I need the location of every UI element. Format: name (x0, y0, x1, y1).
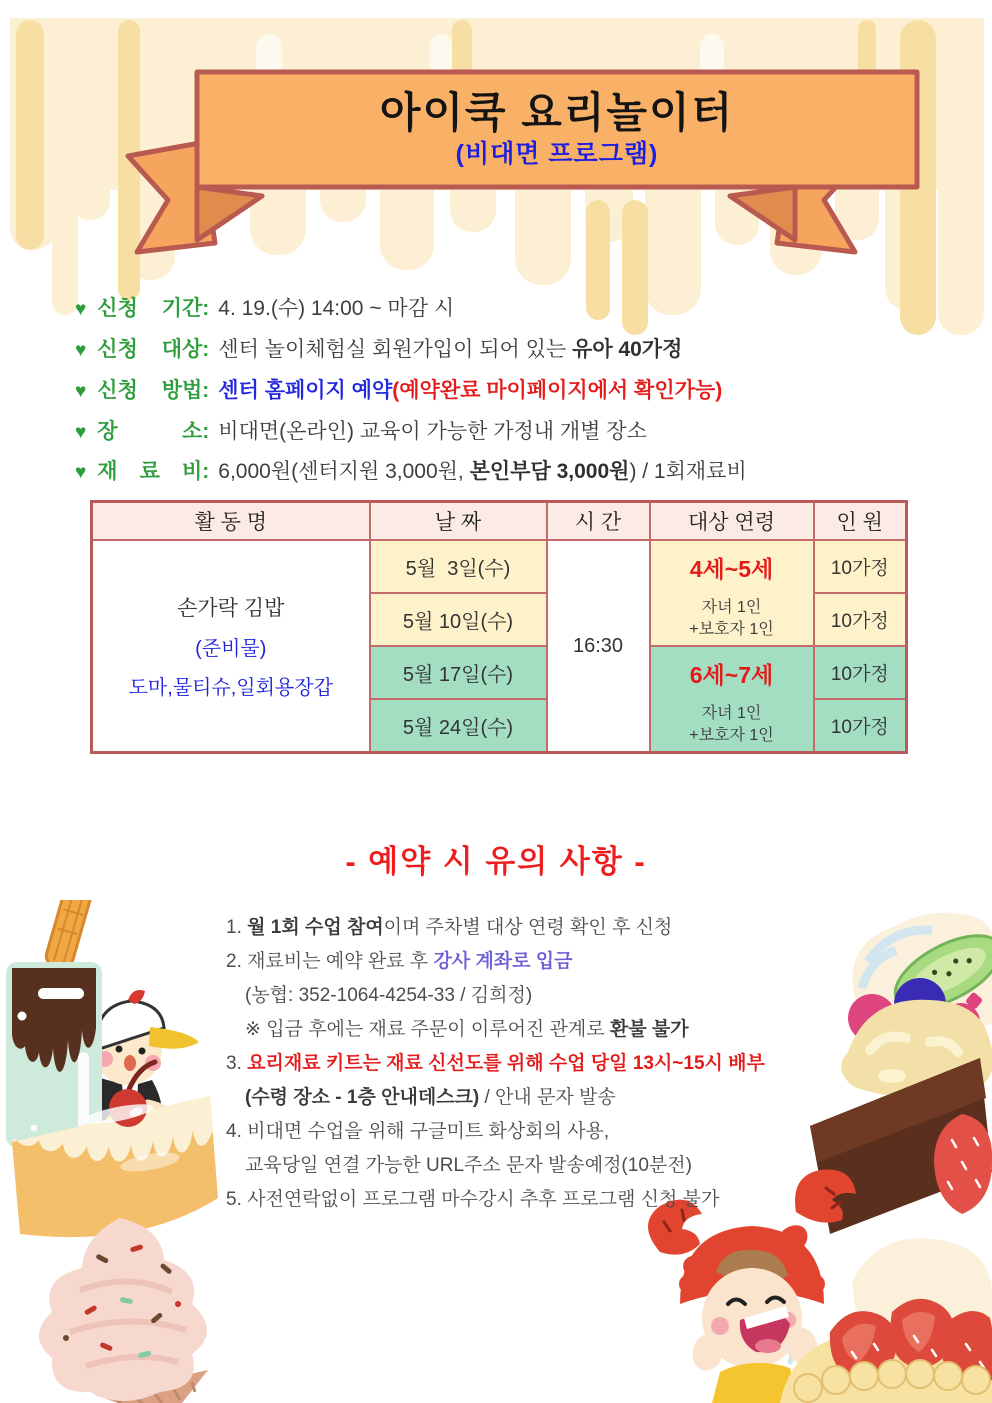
note-line-4: ※ 입금 후에는 재료 주문이 이루어진 관계로 환불 불가 (245, 1019, 689, 1040)
note-line-8: 교육당일 연결 가능한 URL주소 문자 발송예정(10분전) (245, 1155, 692, 1176)
heart-bullet-icon: ♥ (75, 340, 87, 361)
date-cell: 5월 10일(수) (370, 593, 547, 646)
age-range: 4세~5세 (689, 555, 774, 582)
count-cell: 10가정 (814, 699, 907, 753)
info-row-target (75, 333, 682, 363)
activity-prep-label: (준비물) (195, 638, 267, 660)
info-value: 센터 홈페이지 예약(예약완료 마이페이지에서 확인가능) (218, 379, 723, 402)
note-line-5: 3. 요리재료 키트는 재료 신선도를 위해 수업 당일 13시~15시 배부 (226, 1053, 765, 1074)
heart-bullet-icon: ♥ (75, 381, 87, 402)
count-cell: 10가정 (814, 540, 907, 593)
poster-subtitle: (비대면 프로그램) (455, 140, 659, 168)
count-cell: 10가정 (814, 593, 907, 646)
date-cell: 5월 3일(수) (370, 540, 547, 593)
activity-name: 손가락 김밥 (177, 597, 285, 620)
table-header-row (92, 502, 907, 541)
info-row-place (75, 415, 647, 445)
note-line-2: 2. 재료비는 예약 완료 후 강사 계좌로 입금 (226, 951, 573, 972)
info-value: 4. 19.(수) 14:00 ~ 마감 시 (218, 297, 455, 320)
activity-cell (92, 540, 370, 753)
table-row (92, 540, 907, 593)
info-label: 재 료 비: (97, 460, 210, 483)
schedule-table (90, 500, 908, 754)
poster-title: 아이쿡 요리놀이터 (379, 89, 735, 136)
reference-mark: ※ (245, 1019, 261, 1040)
age-detail: 자녀 1인 +보호자 1인 (689, 599, 774, 638)
chocolate-drink-illustration (6, 900, 102, 1148)
age-group-cell (650, 646, 814, 753)
age-detail: 자녀 1인 +보호자 1인 (689, 705, 774, 744)
notice-heading: - 예약 시 유의 사항 - (345, 844, 647, 879)
heart-bullet-icon: ♥ (75, 299, 87, 320)
info-label: 신청 방법: (97, 379, 210, 402)
info-row-fee (75, 455, 747, 485)
info-value: 6,000원(센터지원 3,000원, 본인부담 3,000원) / 1회재료비 (218, 460, 747, 483)
info-label: 신청 대상: (97, 338, 210, 361)
count-cell: 10가정 (814, 646, 907, 699)
age-range: 6세~7세 (689, 661, 774, 688)
left-dessert-illustrations (0, 900, 230, 1403)
header-date: 날 짜 (370, 502, 547, 541)
info-row-period (75, 292, 454, 322)
date-cell: 5월 24일(수) (370, 699, 547, 753)
info-value: 센터 놀이체험실 회원가입이 되어 있는 유아 40가정 (218, 338, 683, 361)
header-age: 대상 연령 (650, 502, 814, 541)
heart-bullet-icon: ♥ (75, 462, 87, 483)
note-line-3: (농협: 352-1064-4254-33 / 김희정) (245, 985, 533, 1006)
note-line-7: 4. 비대면 수업을 위해 구글미트 화상회의 사용, (226, 1121, 610, 1142)
header-activity: 활 동 명 (92, 502, 370, 541)
time-cell: 16:30 (547, 540, 650, 753)
soft-serve-illustration (39, 1218, 208, 1403)
header-time: 시 간 (547, 502, 650, 541)
heart-bullet-icon: ♥ (75, 422, 87, 443)
note-line-1: 1. 월 1회 수업 참여이며 주차별 대상 연령 확인 후 신청 (226, 917, 673, 938)
note-line-9: 5. 사전연락없이 프로그램 마수강시 추후 프로그램 신청 불가 (226, 1189, 720, 1210)
info-label: 신청 기간: (97, 297, 210, 320)
activity-prep-items: 도마,물티슈,일회용장갑 (128, 677, 333, 699)
info-row-method (75, 374, 722, 404)
age-group-cell (650, 540, 814, 646)
date-cell: 5월 17일(수) (370, 646, 547, 699)
info-value: 비대면(온라인) 교육이 가능한 가정내 개별 장소 (218, 420, 647, 443)
header-count: 인 원 (814, 502, 907, 541)
info-label: 장 소: (97, 420, 210, 443)
notice-list (226, 916, 765, 1211)
note-line-6: (수령 장소 - 1층 안내데스크) / 안내 문자 발송 (245, 1087, 616, 1108)
